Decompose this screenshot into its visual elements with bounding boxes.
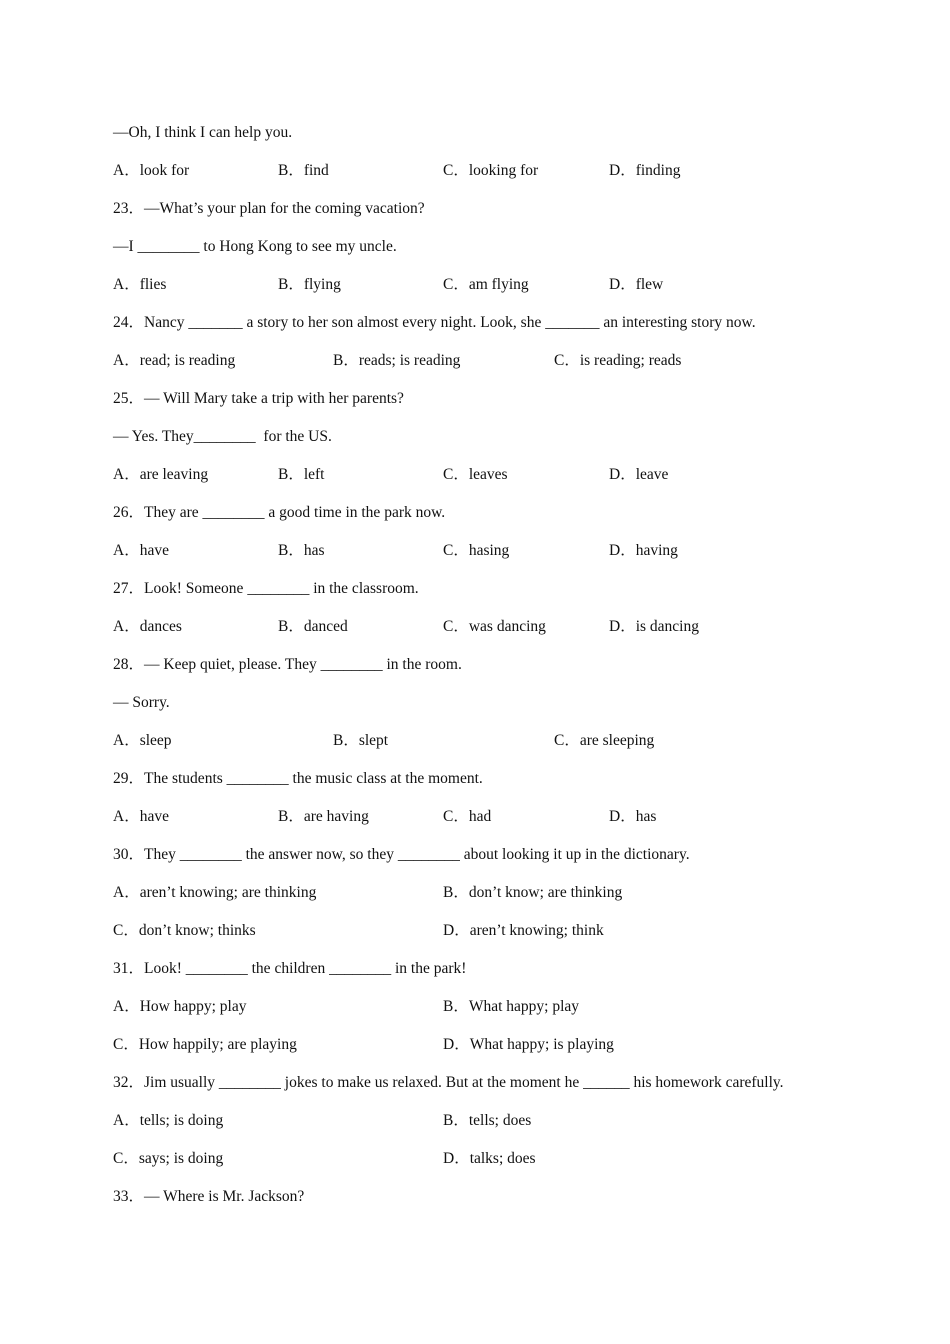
option-d: D．having xyxy=(609,542,678,559)
option-c: C．had xyxy=(443,808,492,825)
option-b: B．don’t know; are thinking xyxy=(443,884,623,901)
option-a: A．aren’t knowing; are thinking xyxy=(113,884,317,901)
option-a: A．are leaving xyxy=(113,466,209,483)
option-c: C．hasing xyxy=(443,542,510,559)
q28-answer-line: — Sorry. xyxy=(113,694,170,711)
question-29: 29．The students ________ the music class at the moment. xyxy=(113,770,483,787)
question-31: 31．Look! ________ the children ________ in the park! xyxy=(113,960,467,977)
option-b: B．danced xyxy=(278,618,348,635)
option-d: D．is dancing xyxy=(609,618,699,635)
option-c: C．am flying xyxy=(443,276,529,293)
question-30: 30．They ________ the answer now, so they ________ about looking it up in the dictionary. xyxy=(113,846,690,863)
question-23: 23．—What’s your plan for the coming vacation? xyxy=(113,200,425,217)
option-d: D．flew xyxy=(609,276,664,293)
option-a: A．flies xyxy=(113,276,167,293)
option-a: A．sleep xyxy=(113,732,172,749)
option-d: D．has xyxy=(609,808,657,825)
option-b: B．left xyxy=(278,466,325,483)
option-c: C．leaves xyxy=(443,466,508,483)
option-c: C．How happily; are playing xyxy=(113,1036,297,1053)
option-b: B．find xyxy=(278,162,329,179)
option-b: B．reads; is reading xyxy=(333,352,461,369)
option-c: C．is reading; reads xyxy=(554,352,682,369)
option-d: D．aren’t knowing; think xyxy=(443,922,604,939)
question-24: 24．Nancy _______ a story to her son almost every night. Look, she _______ an interesting story now. xyxy=(113,314,756,331)
option-a: A．read; is reading xyxy=(113,352,236,369)
option-a: A．dances xyxy=(113,618,182,635)
q22-answer-line: —Oh, I think I can help you. xyxy=(113,124,293,141)
option-a: A．look for xyxy=(113,162,190,179)
option-c: C．was dancing xyxy=(443,618,546,635)
option-c: C．don’t know; thinks xyxy=(113,922,256,939)
question-25: 25．— Will Mary take a trip with her parents? xyxy=(113,390,404,407)
question-27: 27．Look! Someone ________ in the classroom. xyxy=(113,580,419,597)
option-b: B．flying xyxy=(278,276,341,293)
option-c: C．says; is doing xyxy=(113,1150,224,1167)
q23-answer-line: —I ________ to Hong Kong to see my uncle. xyxy=(113,238,397,255)
option-c: C．looking for xyxy=(443,162,539,179)
option-b: B．tells; does xyxy=(443,1112,532,1129)
option-b: B．are having xyxy=(278,808,369,825)
option-b: B．What happy; play xyxy=(443,998,580,1015)
option-a: A．have xyxy=(113,808,169,825)
option-c: C．are sleeping xyxy=(554,732,655,749)
option-d: D．finding xyxy=(609,162,681,179)
option-a: A．How happy; play xyxy=(113,998,247,1015)
option-d: D．leave xyxy=(609,466,669,483)
option-a: A．have xyxy=(113,542,169,559)
q25-answer-line: — Yes. They________ for the US. xyxy=(113,428,332,445)
question-33: 33．— Where is Mr. Jackson? xyxy=(113,1188,305,1205)
option-d: D．What happy; is playing xyxy=(443,1036,614,1053)
option-d: D．talks; does xyxy=(443,1150,536,1167)
question-26: 26．They are ________ a good time in the park now. xyxy=(113,504,446,521)
question-32: 32．Jim usually ________ jokes to make us relaxed. But at the moment he ______ his homework carefully. xyxy=(113,1074,784,1091)
question-28: 28．— Keep quiet, please. They ________ in the room. xyxy=(113,656,462,673)
option-a: A．tells; is doing xyxy=(113,1112,224,1129)
option-b: B．has xyxy=(278,542,325,559)
option-b: B．slept xyxy=(333,732,389,749)
